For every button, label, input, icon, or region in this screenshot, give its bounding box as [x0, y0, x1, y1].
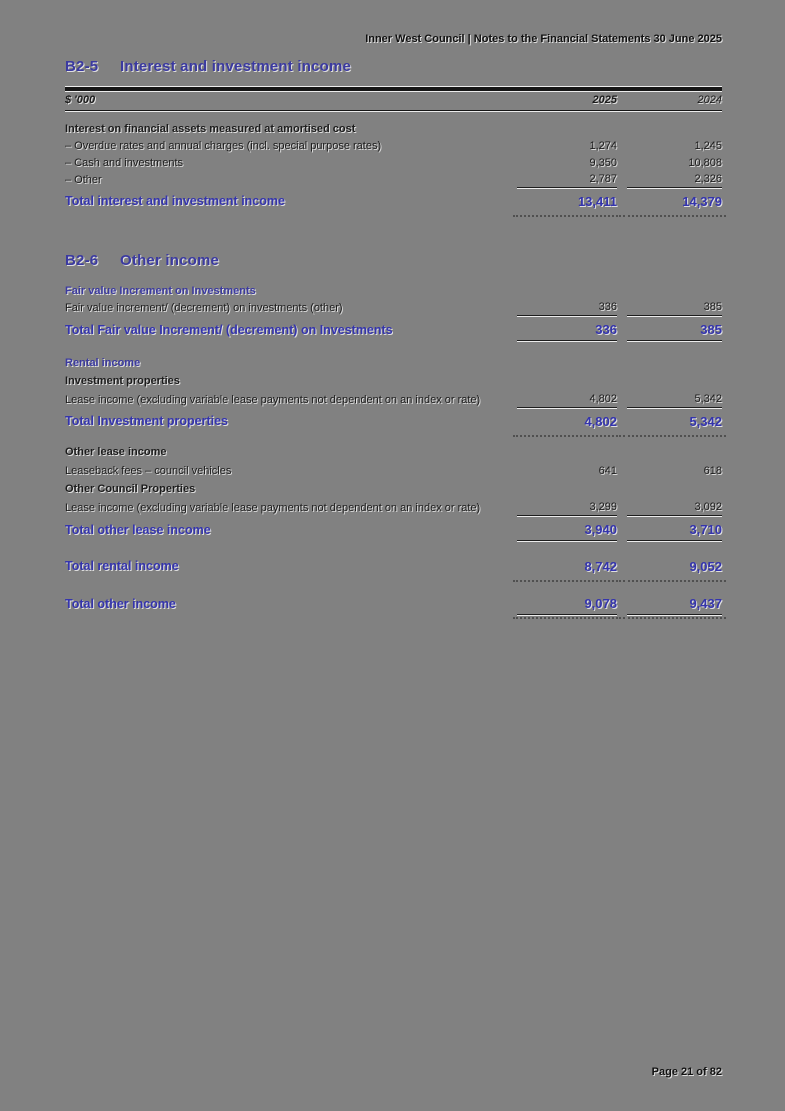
total-label: Total other lease income — [65, 522, 211, 537]
total-2025: 9,078 — [517, 592, 617, 615]
total-2025: 336 — [517, 318, 617, 341]
total-2024: 9,052 — [627, 555, 722, 577]
section-title: Other income — [120, 252, 220, 269]
column-2025: 2025 — [592, 94, 617, 106]
table-header-row — [65, 91, 722, 110]
value-2024: 5,342 — [627, 392, 722, 408]
page-number: Page 21 of 82 — [651, 1066, 722, 1078]
total-label: Total other income — [65, 596, 176, 611]
value-2024: 3,092 — [627, 500, 722, 516]
total-label: Total Investment properties — [65, 414, 228, 428]
group-header: Interest on financial assets measured at amortised cost — [65, 123, 356, 135]
row-label: – Other — [65, 174, 102, 186]
total-label: Total rental income — [65, 559, 179, 573]
value-2024: 618 — [703, 465, 722, 477]
rental-income-heading: Rental income — [65, 357, 141, 369]
value-2024: 385 — [627, 300, 722, 316]
total-2025: 3,940 — [517, 518, 617, 541]
value-2024: 1,245 — [694, 140, 722, 152]
value-2025: 641 — [598, 465, 617, 477]
table-header-rule — [65, 110, 722, 111]
total-2024: 14,379 — [627, 190, 722, 212]
fair-value-heading: Fair value Increment on Investments — [65, 285, 256, 297]
total-row-fair-value — [65, 318, 722, 341]
value-2025: 336 — [517, 300, 617, 316]
row-label: Lease income (excluding variable lease payments not dependent on an index or rate) — [65, 394, 481, 406]
total-row-investment-properties — [65, 410, 722, 432]
value-2024: 2,326 — [627, 172, 722, 188]
total-row-other-lease — [65, 518, 722, 541]
row-label: – Overdue rates and annual charges (incl. special purpose rates) — [65, 140, 382, 152]
total-row-interest — [65, 190, 722, 212]
value-2024: 10,808 — [688, 157, 722, 169]
total-2025: 4,802 — [517, 410, 617, 432]
table-row — [65, 155, 722, 171]
page-content — [65, 58, 722, 615]
table-row — [65, 463, 722, 479]
unit-label: $ '000 — [65, 94, 96, 106]
section-title: Interest and investment income — [120, 58, 352, 75]
table-row — [65, 172, 722, 188]
section-heading-b2-5 — [65, 58, 722, 75]
total-row-rental-income — [65, 555, 722, 577]
total-2025: 13,411 — [517, 190, 617, 212]
table-row — [65, 500, 722, 516]
total-2024: 5,342 — [627, 410, 722, 432]
total-2025: 8,742 — [517, 555, 617, 577]
column-2024: 2024 — [697, 94, 722, 106]
section-id: B2-6 — [65, 252, 99, 269]
total-2024: 385 — [627, 318, 722, 341]
table-row — [65, 392, 722, 408]
value-2025: 1,274 — [589, 140, 617, 152]
value-2025: 9,350 — [589, 157, 617, 169]
row-label: – Cash and investments — [65, 157, 184, 169]
value-2025: 3,299 — [517, 500, 617, 516]
total-row-other-income — [65, 592, 722, 615]
other-lease-subheading: Other lease income — [65, 446, 167, 458]
section-heading-b2-6 — [65, 252, 722, 269]
table-row — [65, 300, 722, 316]
other-council-properties-subheading: Other Council Properties — [65, 483, 196, 495]
row-label: Lease income (excluding variable lease payments not dependent on an index or rate) — [65, 502, 481, 514]
total-2024: 9,437 — [627, 592, 722, 615]
investment-properties-subheading: Investment properties — [65, 375, 180, 387]
value-2025: 4,802 — [517, 392, 617, 408]
total-label: Total Fair value Increment/ (decrement) on Investments — [65, 322, 393, 337]
total-label: Total interest and investment income — [65, 194, 285, 208]
value-2025: 2,787 — [517, 172, 617, 188]
row-label: Leaseback fees – council vehicles — [65, 465, 232, 477]
total-2024: 3,710 — [627, 518, 722, 541]
section-id: B2-5 — [65, 58, 99, 75]
document-header: Inner West Council | Notes to the Financial Statements 30 June 2025 — [365, 33, 722, 45]
row-label: Fair value increment/ (decrement) on investments (other) — [65, 302, 343, 314]
table-row — [65, 138, 722, 154]
